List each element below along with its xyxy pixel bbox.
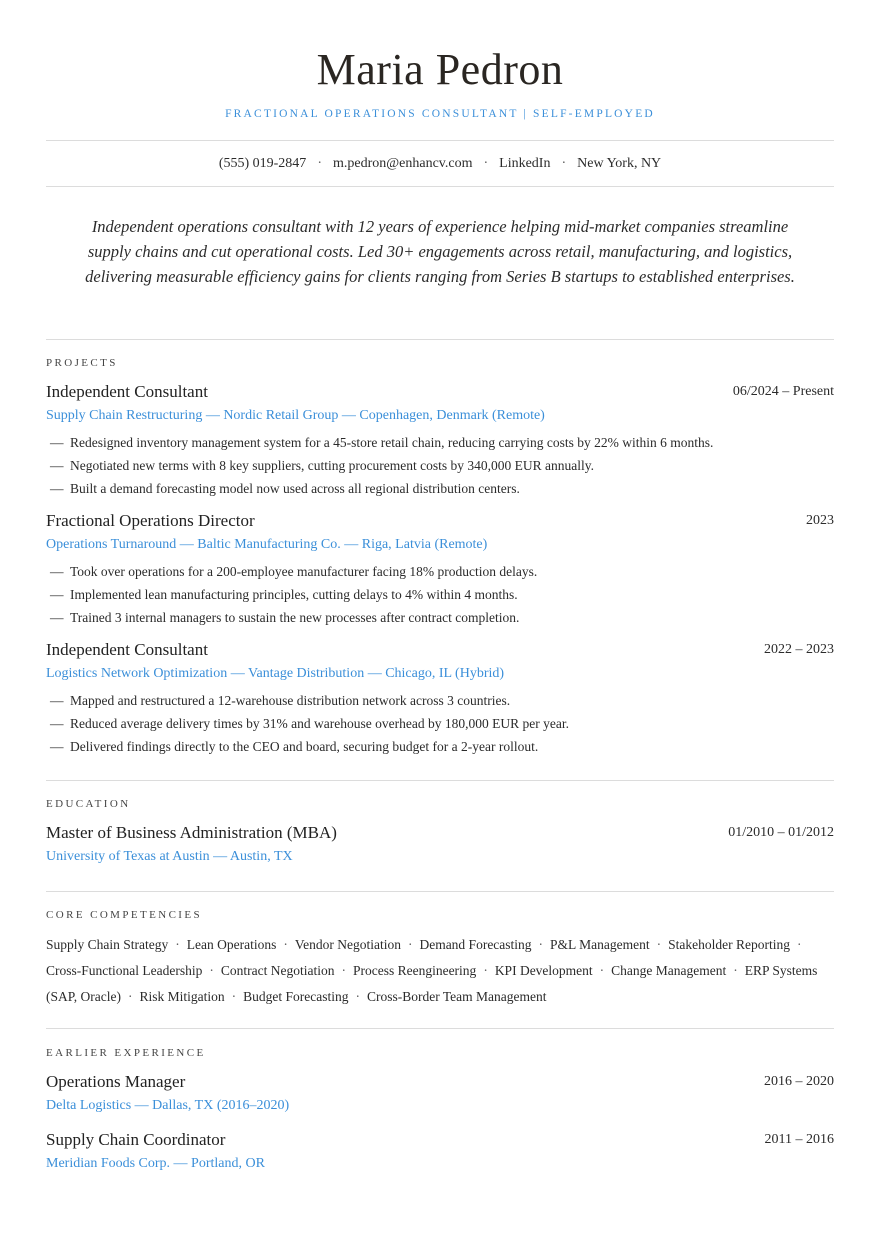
competency-item: KPI Development xyxy=(494,963,593,978)
bullet-text: Reduced average delivery times by 31% and warehouse overhead by 180,000 EUR per year. xyxy=(70,716,569,731)
project-bullets xyxy=(46,431,834,500)
bullet-item: — Delivered findings directly to the CEO and board, securing budget for a 2-year rollout. xyxy=(50,739,539,754)
competency-item: Cross-Functional Leadership xyxy=(46,963,203,978)
project-role: Fractional Operations Director xyxy=(46,511,255,530)
bullet-text: Took over operations for a 200-employee manufacturer facing 18% production delays. xyxy=(70,564,538,579)
education-date: 01/2010 – 01/2012 xyxy=(728,825,834,840)
earlier-date: 2016 – 2020 xyxy=(764,1074,834,1089)
education-degree: Master of Business Administration (MBA) xyxy=(46,823,337,842)
bullet-item: — Trained 3 internal managers to sustain the new processes after contract completion. xyxy=(50,610,520,625)
bullet-item: — Took over operations for a 200-employee manufacturer facing 18% production delays. xyxy=(50,564,538,579)
contact-linkedin-link[interactable]: LinkedIn xyxy=(499,156,551,171)
bullet-item: — Redesigned inventory management system for a 45-store retail chain, reducing carrying costs by 22% within 6 months. xyxy=(50,435,714,450)
competency-item: Budget Forecasting xyxy=(243,989,349,1004)
header-divider-bottom xyxy=(46,186,834,187)
project-date: 2022 – 2023 xyxy=(764,642,834,657)
project-role: Independent Consultant xyxy=(46,382,208,401)
competency-separator: · xyxy=(656,937,662,952)
competency-separator: · xyxy=(231,989,237,1004)
competency-item: Demand Forecasting xyxy=(419,937,532,952)
project-date: 2023 xyxy=(806,513,834,528)
contact-separator: · xyxy=(317,156,322,171)
earlier-company: Meridian Foods Corp. — Portland, OR xyxy=(46,1156,265,1171)
bullet-item: — Mapped and restructured a 12-warehouse distribution network across 3 countries. xyxy=(50,693,511,708)
competency-item: Process Reengineering xyxy=(352,963,477,978)
section-divider xyxy=(46,891,834,892)
earlier-role: Operations Manager xyxy=(46,1072,186,1091)
project-role: Independent Consultant xyxy=(46,640,208,659)
bullet-item: — Implemented lean manufacturing principles, cutting delays to 4% within 4 months. xyxy=(50,587,518,602)
earlier-role: Supply Chain Coordinator xyxy=(46,1130,226,1149)
bullet-text: Trained 3 internal managers to sustain the new processes after contract completion. xyxy=(70,610,520,625)
candidate-name: Maria Pedron xyxy=(316,45,564,94)
competency-separator: · xyxy=(341,963,346,978)
contact-bar xyxy=(46,155,834,173)
competency-separator: · xyxy=(797,937,802,952)
education-institution: University of Texas at Austin — Austin, TX xyxy=(46,849,293,864)
contact-separator: · xyxy=(561,156,567,171)
bullet-text: Redesigned inventory management system for a 45-store retail chain, reducing carrying costs by 22% within 6 months. xyxy=(70,435,714,450)
competency-item: Lean Operations xyxy=(186,937,277,952)
competencies-list xyxy=(46,932,846,1010)
competency-separator: · xyxy=(407,937,413,952)
earlier-date: 2011 – 2016 xyxy=(764,1132,834,1147)
project-date: 06/2024 – Present xyxy=(732,384,834,399)
competency-item: Change Management xyxy=(611,963,727,978)
bullet-item: — Reduced average delivery times by 31% and warehouse overhead by 180,000 EUR per year. xyxy=(50,716,569,731)
contact-separator: · xyxy=(483,156,489,171)
project-subtitle: Logistics Network Optimization — Vantage Distribution — Chicago, IL (Hybrid) xyxy=(46,666,505,681)
competency-separator: · xyxy=(733,963,738,978)
project-bullets xyxy=(46,689,834,758)
project-subtitle: Operations Turnaround — Baltic Manufacturing Co. — Riga, Latvia (Remote) xyxy=(46,537,488,552)
competency-item: Supply Chain Strategy xyxy=(46,937,169,952)
competency-item: Vendor Negotiation xyxy=(294,937,401,952)
competency-separator: · xyxy=(538,937,544,952)
header-divider-top xyxy=(46,140,834,141)
competency-item: ERP Systems (SAP, Oracle) xyxy=(46,963,818,1004)
competency-separator: · xyxy=(355,989,360,1004)
section-title-projects: PROJECTS xyxy=(46,357,118,369)
contact-location: New York, NY xyxy=(577,156,662,171)
project-bullets xyxy=(46,560,834,629)
section-title-education: EDUCATION xyxy=(46,798,131,810)
competency-separator: · xyxy=(127,989,133,1004)
section-title-competencies: CORE COMPETENCIES xyxy=(46,909,203,921)
competency-separator: · xyxy=(209,963,214,978)
competency-item: Risk Mitigation xyxy=(139,989,225,1004)
bullet-text: Negotiated new terms with 8 key suppliers, cutting procurement costs by 340,000 EUR annually. xyxy=(70,458,595,473)
section-divider xyxy=(46,339,834,340)
bullet-text: Mapped and restructured a 12-warehouse distribution network across 3 countries. xyxy=(70,693,511,708)
section-divider xyxy=(46,780,834,781)
section-title-earlier-experience: EARLIER EXPERIENCE xyxy=(46,1047,206,1059)
bullet-text: Built a demand forecasting model now used across all regional distribution centers. xyxy=(70,481,520,496)
candidate-headline: FRACTIONAL OPERATIONS CONSULTANT | SELF-EMPLOYED xyxy=(225,108,655,120)
bullet-text: Delivered findings directly to the CEO and board, securing budget for a 2-year rollout. xyxy=(70,739,539,754)
contact-email[interactable]: m.pedron@enhancv.com xyxy=(332,156,473,171)
section-divider xyxy=(46,1028,834,1029)
bullet-item: — Negotiated new terms with 8 key suppliers, cutting procurement costs by 340,000 EUR annually. xyxy=(50,458,595,473)
contact-phone: (555) 019-2847 xyxy=(218,156,307,171)
earlier-company: Delta Logistics — Dallas, TX (2016–2020) xyxy=(46,1098,290,1113)
competency-separator: · xyxy=(175,937,180,952)
project-subtitle: Supply Chain Restructuring — Nordic Retail Group — Copenhagen, Denmark (Remote) xyxy=(46,408,545,423)
competency-item: Cross-Border Team Management xyxy=(366,989,547,1004)
competency-item: Contract Negotiation xyxy=(220,963,335,978)
competency-separator: · xyxy=(283,937,288,952)
profile-summary: Independent operations consultant with 12 years of experience helping mid-market companies streamline supply chains and cut operational costs. Led 30+ engagements across retail, manufacturing, and logistics, delivering measurable efficiency gains for clients ranging from Series B startups to established enterprises. xyxy=(85,217,795,286)
competency-separator: · xyxy=(599,963,605,978)
bullet-item: — Built a demand forecasting model now used across all regional distribution centers. xyxy=(50,481,520,496)
bullet-text: Implemented lean manufacturing principles, cutting delays to 4% within 4 months. xyxy=(70,587,518,602)
competency-separator: · xyxy=(483,963,488,978)
competency-item: Stakeholder Reporting xyxy=(668,937,791,952)
competency-item: P&L Management xyxy=(550,937,650,952)
